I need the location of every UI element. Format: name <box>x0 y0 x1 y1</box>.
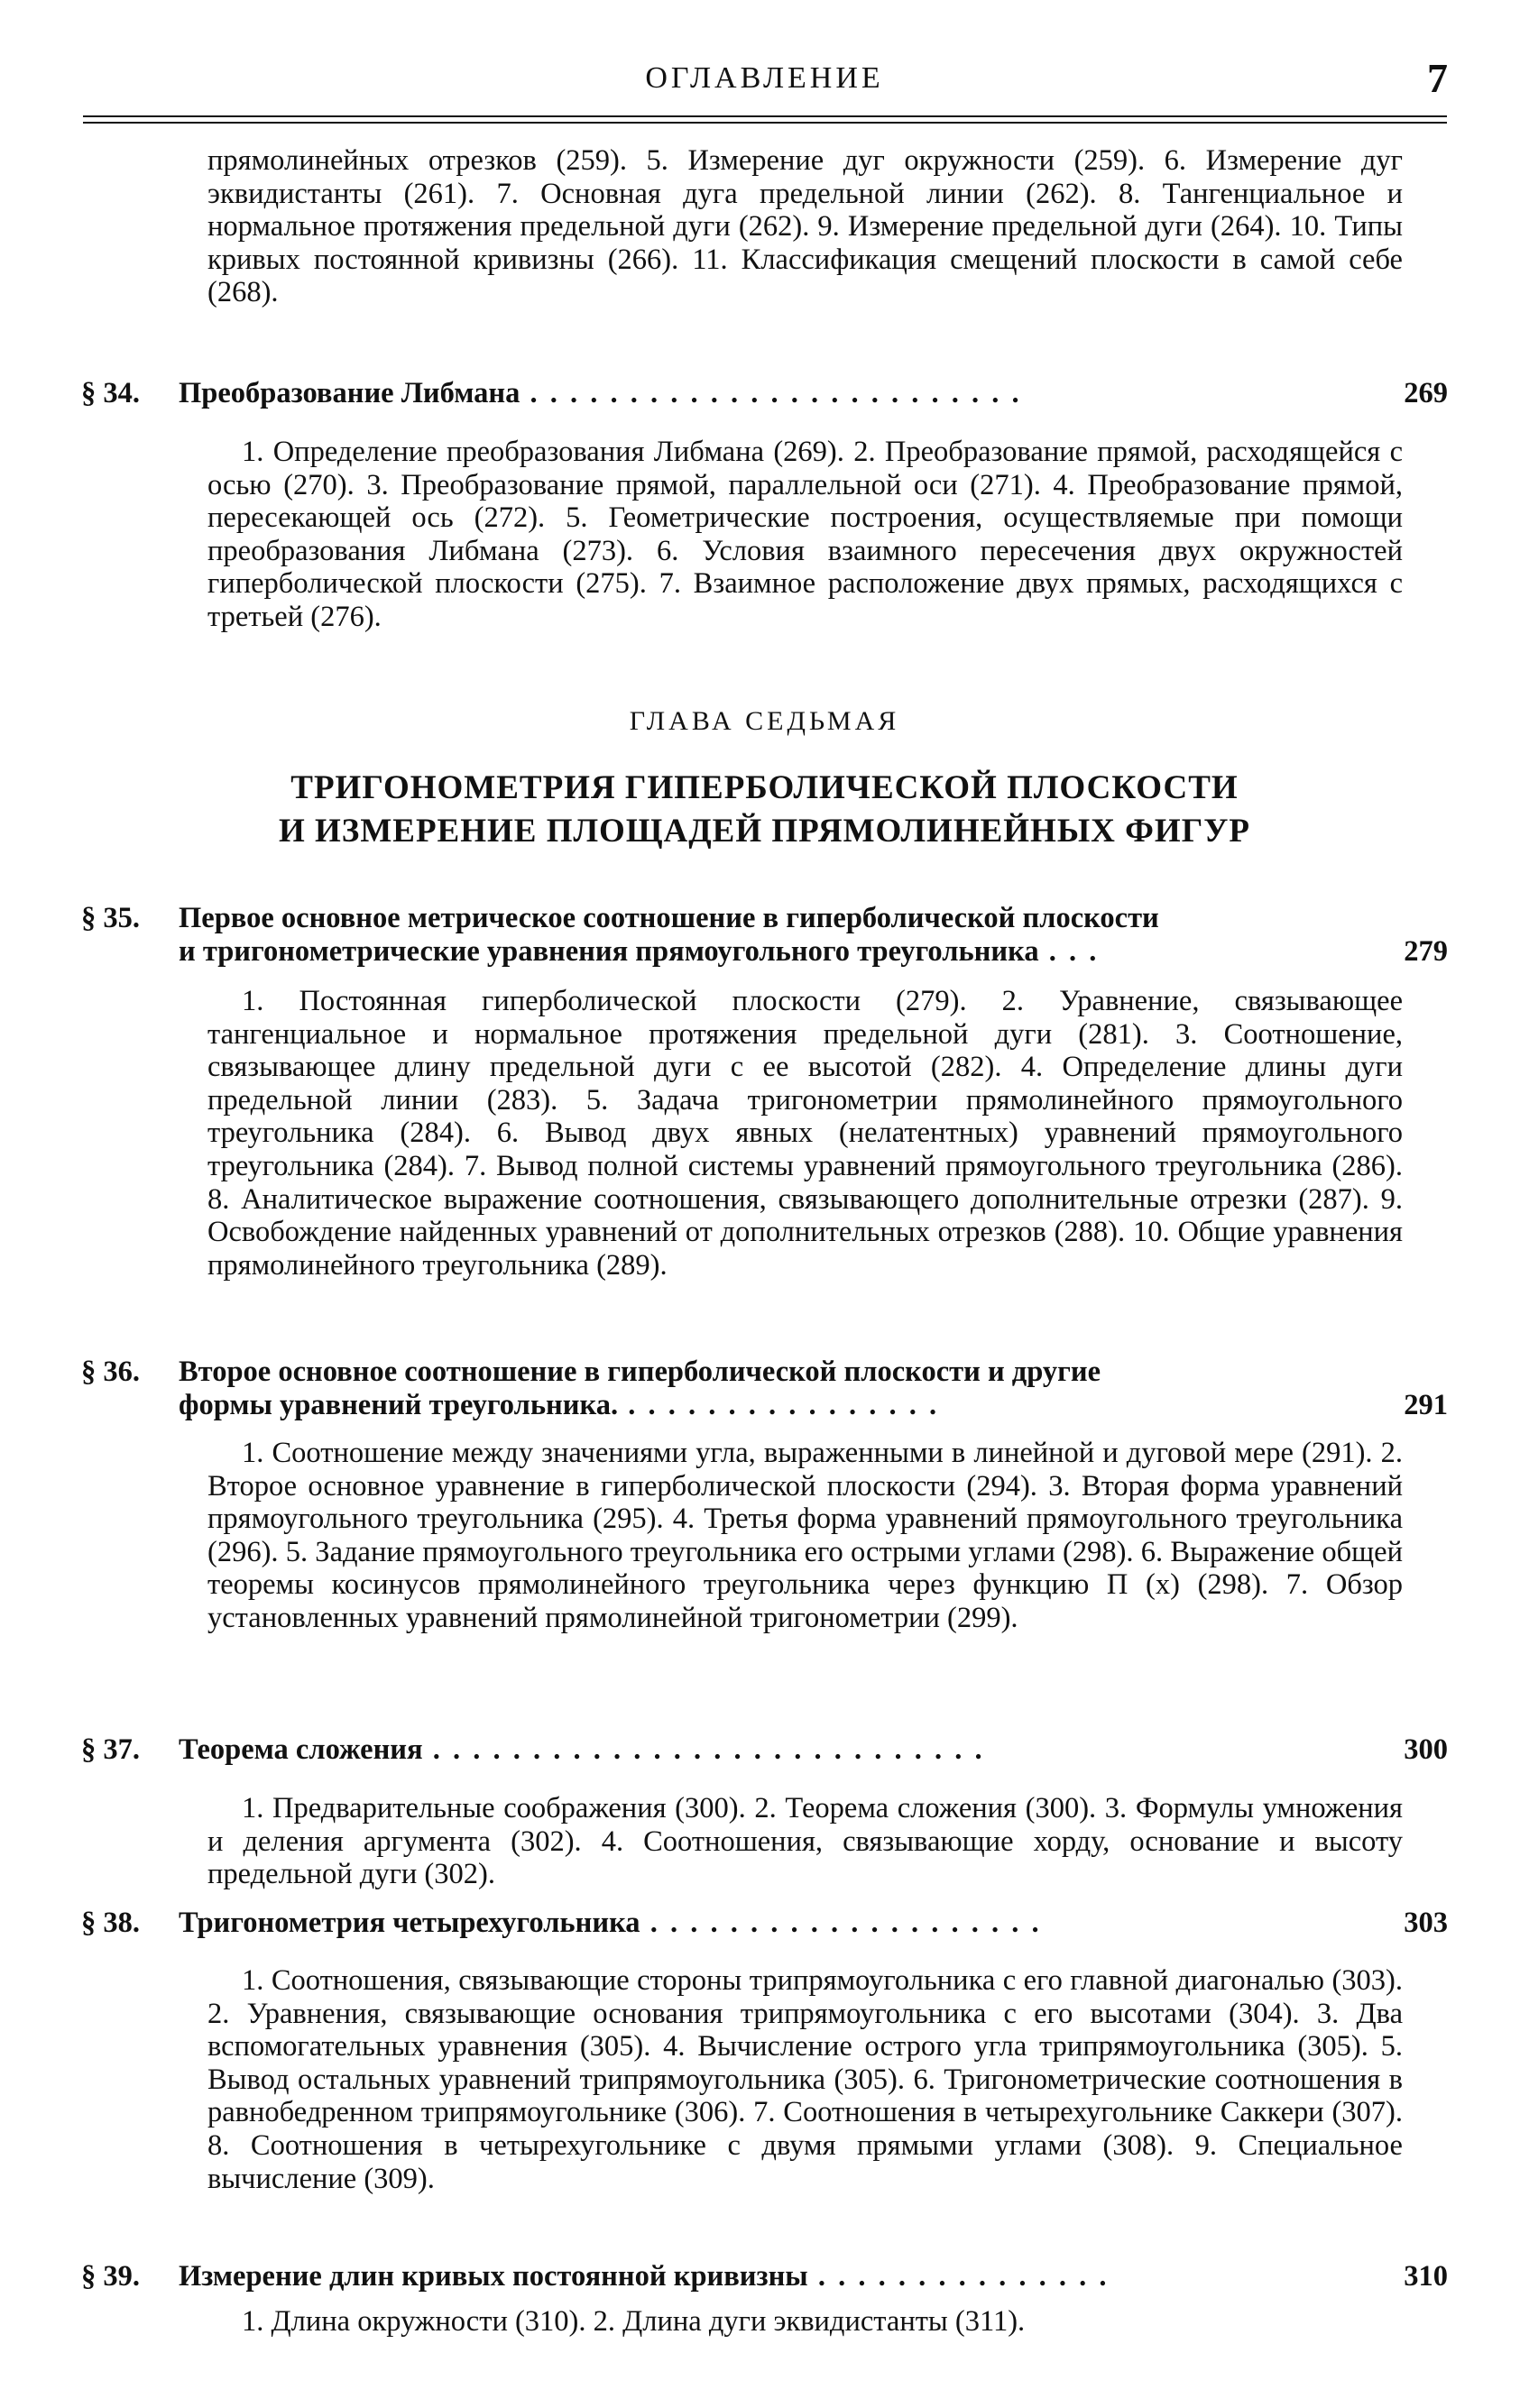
section-title: Теорема сложения . . . . . . . . . . . . . . . . . . . . . . . . . . . . <box>179 1733 985 1766</box>
section-36-contents <box>81 1437 1403 1635</box>
section-contents-text: 1. Определение преобразования Либмана (269). 2. Преобразование прямой, расходящейся с осью (270). 3. Преобразование прямой, параллельной оси (271). 4. Преобразование прямой, пересекающей ось (272). 5. Геометрические построения, осуществляемые при помощи преобразования Либмана (273). 6. Условия взаимного пересечения двух окружностей гиперболической плоскости (275). 7. Взаимное расположение двух прямых, расходящихся с третьей (276). <box>207 436 1403 633</box>
section-page: 310 <box>1404 2260 1448 2293</box>
running-head-title: ОГЛАВЛЕНИЕ <box>645 61 884 95</box>
section-page: 300 <box>1404 1733 1448 1766</box>
section-title: Второе основное соотношение в гиперболической плоскости и другие формы уравнений треугольника. . . . . . . . . . . . . . . . . <box>179 1356 1101 1421</box>
section-39-contents <box>81 2305 1403 2339</box>
section-35-contents <box>81 985 1403 1282</box>
header-rule-bottom <box>83 122 1447 124</box>
chapter-label: ГЛАВА СЕДЬМАЯ <box>629 706 900 736</box>
previous-section-continuation <box>81 144 1403 309</box>
toc-entry-section-36[interactable] <box>81 1356 1448 1422</box>
running-head <box>81 55 1448 115</box>
section-title: Преобразование Либмана . . . . . . . . . . . . . . . . . . . . . . . . . <box>179 377 1022 409</box>
section-number: § 37. <box>81 1733 140 1766</box>
section-number: § 38. <box>81 1907 140 1939</box>
section-title: Тригонометрия четырехугольника . . . . . . . . . . . . . . . . . . . . <box>179 1907 1042 1939</box>
section-page: 291 <box>1404 1389 1448 1421</box>
section-page: 279 <box>1404 935 1448 968</box>
section-contents-text: 1. Предварительные соображения (300). 2. Теорема сложения (300). 3. Формулы умножения и деления аргумента (302). 4. Соотношения, связывающие хорду, основание и высоту предельной дуги (302). <box>207 1792 1403 1891</box>
section-number: § 36. <box>81 1356 140 1388</box>
section-contents-text: 1. Длина окружности (310). 2. Длина дуги эквидистанты (311). <box>242 2305 1026 2338</box>
section-title: Первое основное метрическое соотношение в гиперболической плоскости и тригонометрические уравнения прямоугольного треугольника . . . <box>179 902 1159 968</box>
section-number: § 39. <box>81 2260 140 2293</box>
section-page: 269 <box>1404 377 1448 409</box>
section-page: 303 <box>1404 1907 1448 1939</box>
section-number: § 34. <box>81 377 140 409</box>
section-number: § 35. <box>81 902 140 934</box>
section-contents-text: 1. Постоянная гиперболической плоскости (279). 2. Уравнение, связывающее тангенциальное и нормальное протяжения предельной дуги (281). 3. Соотношение, связывающее длину предельной дуги с ее высотой (282). 4. Определение длины дуги предельной линии (283). 5. Задача тригонометрии прямолинейного прямоугольного треугольника (284). 6. Вывод двух явных (нелатентных) уравнений прямоугольного треугольника (284). 7. Вывод полной системы уравнений прямоугольного треугольника (286). 8. Аналитическое выражение соотношения, связывающего дополнительные отрезки (287). 9. Освобождение найденных уравнений от дополнительных отрезков (288). 10. Общие уравнения прямолинейного треугольника (289). <box>207 985 1403 1282</box>
header-rule-top <box>83 115 1447 117</box>
continuation-text: прямолинейных отрезков (259). 5. Измерение дуг окружности (259). 6. Измерение дуг эквидистанты (261). 7. Основная дуга предельной линии (262). 8. Тангенциальное и нормальное протяжения предельной дуги (262). 9. Измерение предельной дуги (264). 10. Типы кривых постоянной кривизны (266). 11. Классификация смещений плоскости в самой себе (268). <box>207 144 1403 309</box>
section-37-contents <box>81 1792 1403 1891</box>
section-contents-text: 1. Соотношения, связывающие стороны трипрямоугольника с его главной диагональю (303). 2. Уравнения, связывающие основания трипрямоугольника с его высотами (304). 3. Два вспомогательных уравнения (305). 4. Вычисление острого угла трипрямоугольника (305). 5. Вывод остальных уравнений трипрямоугольника (305). 6. Тригонометрические соотношения в равнобедренном трипрямоугольнике (306). 7. Соотношения в четырехугольнике Саккери (307). 8. Соотношения в четырехугольнике с двумя прямыми углами (308). 9. Специальное вычисление (309). <box>207 1964 1403 2195</box>
section-38-contents <box>81 1964 1403 2195</box>
toc-entry-section-35[interactable] <box>81 902 1448 969</box>
section-contents-text: 1. Соотношение между значениями угла, выраженными в линейной и дуговой мере (291). 2. Второе основное уравнение в гиперболической плоскости (294). 3. Вторая форма уравнений прямоугольного треугольника (295). 4. Третья форма уравнений прямоугольного треугольника (296). 5. Задание прямоугольного треугольника его острыми углами (298). 6. Выражение общей теоремы косинусов прямолинейного треугольника через функцию П (x) (298). 7. Обзор установленных уравнений прямолинейной тригонометрии (299). <box>207 1437 1403 1634</box>
chapter-title: ТРИГОНОМЕТРИЯ ГИПЕРБОЛИЧЕСКОЙ ПЛОСКОСТИ И ИЗМЕРЕНИЕ ПЛОЩАДЕЙ ПРЯМОЛИНЕЙНЫХ ФИГУР <box>279 769 1250 850</box>
section-34-contents <box>81 436 1403 634</box>
section-title: Измерение длин кривых постоянной кривизны . . . . . . . . . . . . . . . <box>179 2260 1110 2293</box>
page-number: 7 <box>1427 55 1448 101</box>
